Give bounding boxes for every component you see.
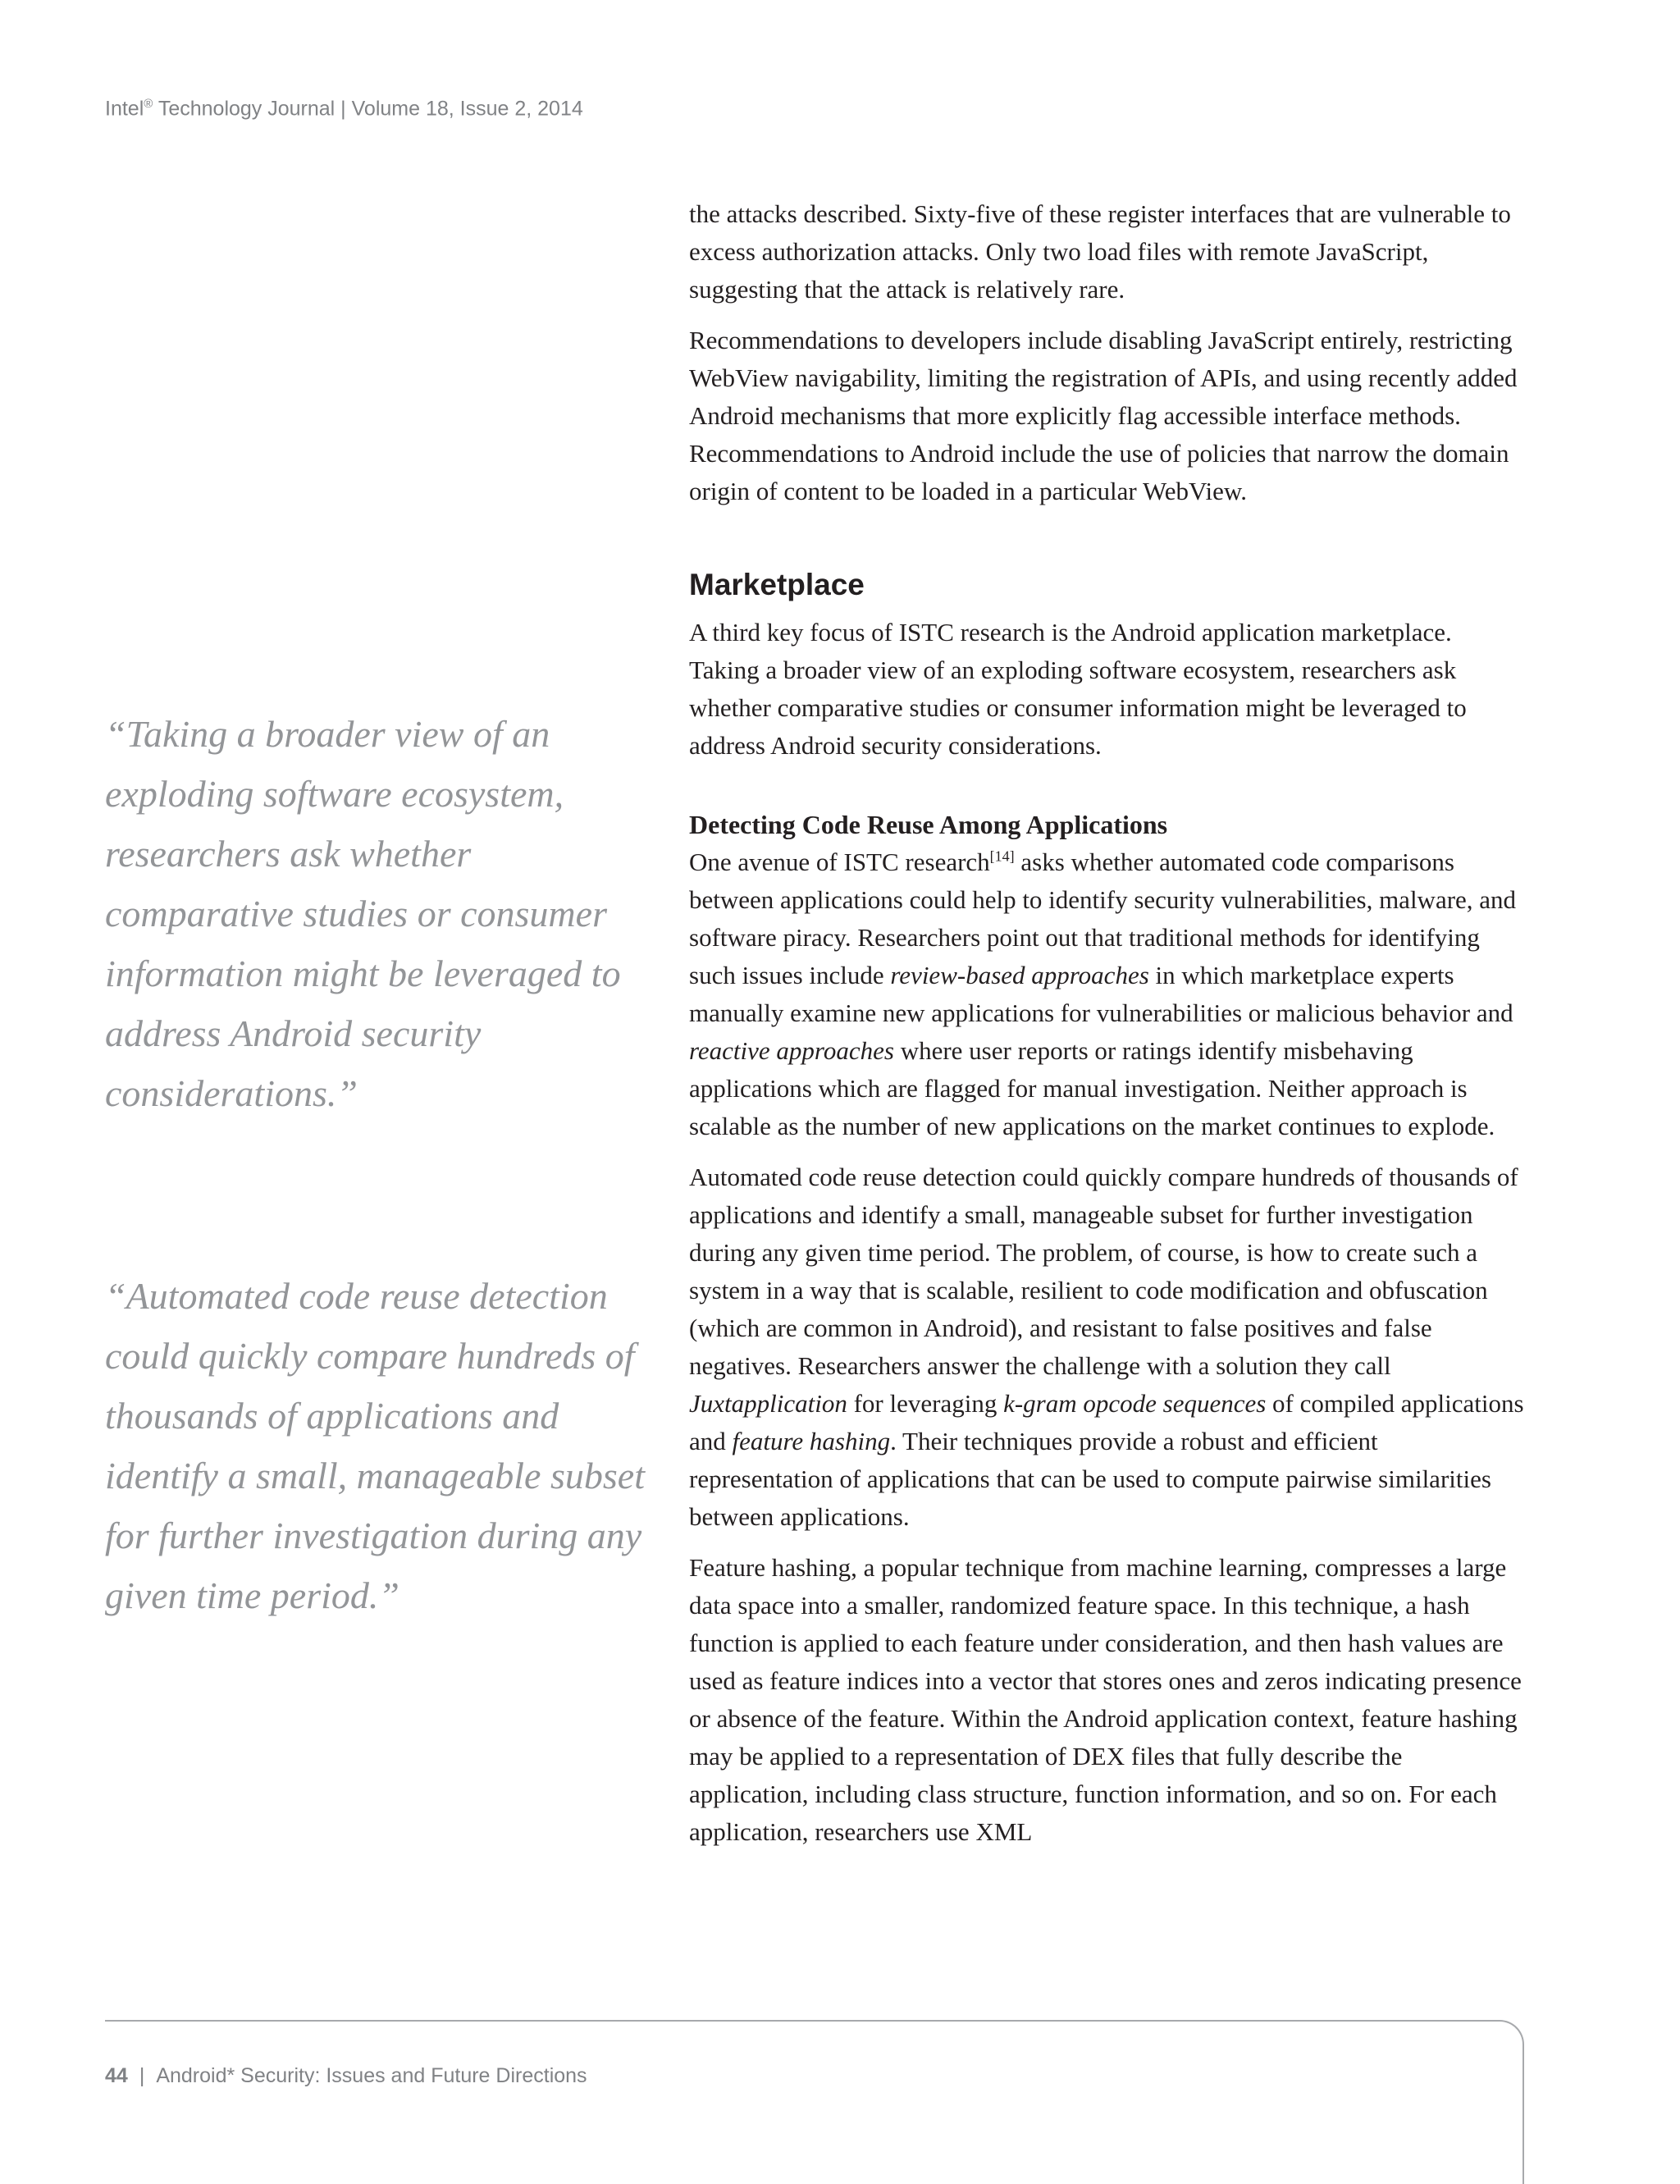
section-heading: Marketplace [689, 568, 865, 601]
text-run: for leveraging [847, 1389, 1004, 1418]
text-run: One avenue of ISTC research [689, 848, 990, 876]
footer-separator: | [139, 2064, 145, 2087]
body-paragraph: Feature hashing, a popular technique from machine learning, compresses a large data space into a smaller, randomized feature space. In this technique, a hash function is applied to each feature under consideration, and then hash values are used as feature indices into a vector that stores ones and zeros indicating presence or absence of the feature. Within the Android application context, feature hashing may be applied to a representation of DEX files that fully describe the application, including class structure, function information, and so on. For each application, researchers use XML [689, 1553, 1522, 1846]
emphasis-text: k-gram opcode sequences [1003, 1389, 1267, 1418]
body-paragraph: the attacks described. Sixty-five of these register interfaces that are vulnerable to excess authorization attacks. Only two load files with remote JavaScript, suggesting that the attack is relatively rare. [689, 199, 1511, 304]
emphasis-text: reactive approaches [689, 1036, 894, 1065]
text-run: of compiled applications and [689, 1389, 1524, 1455]
footer-rule [105, 2020, 1524, 2184]
footer-article-title: Android* Security: Issues and Future Directions [156, 2064, 587, 2087]
registered-mark: ® [144, 97, 153, 111]
body-paragraph [689, 1158, 1526, 1536]
text-run: Automated code reuse detection could quickly compare hundreds of thousands of applications and identify a small, manageable subset for further investigation during any given time period. The problem, of course, is how to create such a system in a way that is scalable, resilient to code modification and obfuscation (which are common in Android), and resistant to false positives and false negatives. Researchers answer the challenge with a solution they call [689, 1163, 1518, 1380]
body-paragraph: Recommendations to developers include disabling JavaScript entirely, restricting WebView navigability, limiting the registration of APIs, and using recently added Android mechanisms that more explicitly flag accessible interface methods. Recommendations to Android include the use of policies that narrow the domain origin of content to be loaded in a particular WebView. [689, 326, 1518, 505]
page-number: 44 [105, 2064, 128, 2087]
citation-reference: [14] [989, 848, 1015, 865]
text-run: where user reports or ratings identify misbehaving applications which are flagged for manual investigation. Neither approach is scalable as the number of new applications on the market continues to explode. [689, 1036, 1495, 1140]
body-paragraph: A third key focus of ISTC research is the Android application marketplace. Taking a broader view of an exploding software ecosystem, researchers ask whether comparative studies or consumer information might be leveraged to address Android security considerations. [689, 618, 1467, 760]
pull-quote-marketplace: “Taking a broader view of an exploding software ecosystem, researchers ask whether comparative studies or consumer information might be leveraged to address Android security considerations.” [105, 713, 621, 1114]
running-header [105, 97, 583, 121]
text-run: asks whether automated code comparisons between applications could help to identify security vulnerabilities, malware, and software piracy. Researchers point out that traditional methods for identifying such issues include [689, 848, 1517, 989]
emphasis-text: feature hashing [732, 1427, 891, 1455]
header-brand: Intel [105, 97, 144, 121]
pull-quote-code-reuse: “Automated code reuse detection could quickly compare hundreds of thousands of applications and identify a small, manageable subset for further investigation during any given time period.” [105, 1275, 645, 1616]
subsection-heading: Detecting Code Reuse Among Applications [689, 810, 1168, 839]
emphasis-text: review-based approaches [890, 961, 1149, 989]
text-run: in which marketplace experts manually examine new applications for vulnerabilities or malicious behavior and [689, 961, 1513, 1027]
body-paragraph [689, 843, 1526, 1145]
emphasis-text: Juxtapplication [689, 1389, 847, 1418]
text-run: . Their techniques provide a robust and efficient representation of applications that can be used to compute pairwise similarities between applications. [689, 1427, 1491, 1531]
page-footer [105, 2064, 587, 2088]
main-text-column [689, 195, 1526, 1864]
header-journal: Technology Journal | Volume 18, Issue 2, 2014 [153, 97, 583, 121]
